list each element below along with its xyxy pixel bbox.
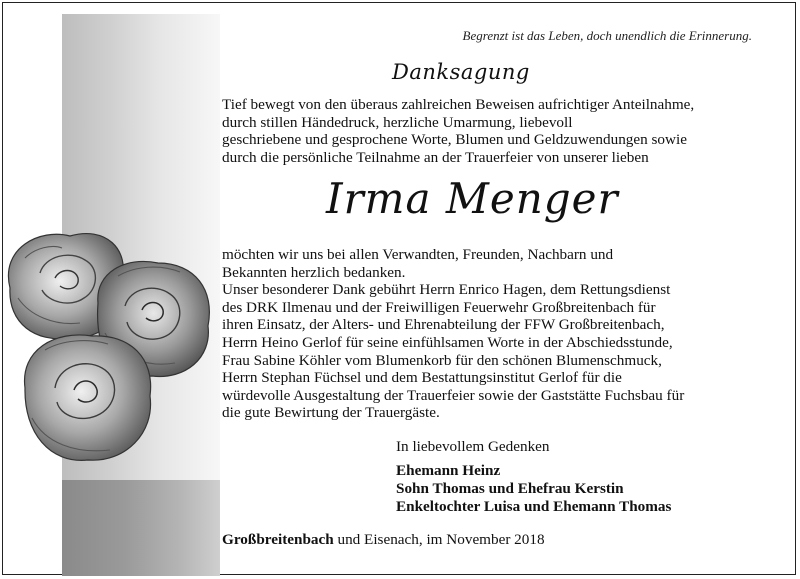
thanks-line: des DRK Ilmenau und der Freiwilligen Feuerwehr Großbreitenbach für bbox=[222, 298, 656, 316]
place-date bbox=[222, 531, 545, 549]
family-member: Enkeltochter Luisa und Ehemann Thomas bbox=[396, 498, 672, 516]
thanks-line: würdevolle Ausgestaltung der Trauerfeier sowie der Gaststätte Fuchsbau für bbox=[222, 386, 685, 404]
thanks-line: die gute Bewirtung der Trauergäste. bbox=[222, 404, 440, 422]
motto-quote: Begrenzt ist das Leben, doch unendlich die Erinnerung. bbox=[462, 28, 752, 43]
intro-line: durch stillen Händedruck, herzliche Umarmung, liebevoll bbox=[222, 113, 573, 131]
intro-line: geschriebene und gesprochene Worte, Blumen und Geldzuwendungen sowie bbox=[222, 131, 687, 149]
family-signatures bbox=[396, 462, 671, 517]
family-member: Sohn Thomas und Ehefrau Kerstin bbox=[396, 480, 624, 498]
intro-paragraph bbox=[222, 96, 762, 166]
deceased-name: Irma Menger bbox=[326, 174, 619, 223]
gray-gradient-band-lower bbox=[62, 480, 220, 576]
heading-danksagung: Danksagung bbox=[392, 60, 530, 84]
family-member: Ehemann Heinz bbox=[396, 462, 501, 479]
thanks-paragraph bbox=[222, 246, 782, 422]
thanks-line: Bekannten herzlich bedanken. bbox=[222, 263, 406, 281]
place-name: Großbreitenbach bbox=[222, 531, 334, 548]
thanks-line: Frau Sabine Köhler vom Blumenkorb für den schönen Blumenschmuck, bbox=[222, 351, 662, 369]
roses-image bbox=[0, 228, 240, 488]
intro-line: durch die persönliche Teilnahme an der Trauerfeier von unserer lieben bbox=[222, 148, 649, 166]
intro-line: Tief bewegt von den überaus zahlreichen Beweisen aufrichtiger Anteilnahme, bbox=[222, 96, 695, 113]
thanks-line: ihren Einsatz, der Alters- und Ehrenabteilung der FFW Großbreitenbach, bbox=[222, 316, 665, 334]
thanks-line: Herrn Heino Gerlof für seine einfühlsamen Worte in der Abschiedsstunde, bbox=[222, 333, 673, 351]
rose-bottom bbox=[25, 335, 151, 460]
thanks-line: möchten wir uns bei allen Verwandten, Freunden, Nachbarn und bbox=[222, 246, 614, 263]
thanks-line: Unser besonderer Dank gebührt Herrn Enrico Hagen, dem Rettungsdienst bbox=[222, 281, 671, 299]
thanks-line: Herrn Stephan Füchsel und dem Bestattungsinstitut Gerlof für die bbox=[222, 369, 622, 387]
closing-phrase: In liebevollem Gedenken bbox=[396, 438, 550, 455]
place-date-rest: und Eisenach, im November 2018 bbox=[333, 531, 545, 548]
